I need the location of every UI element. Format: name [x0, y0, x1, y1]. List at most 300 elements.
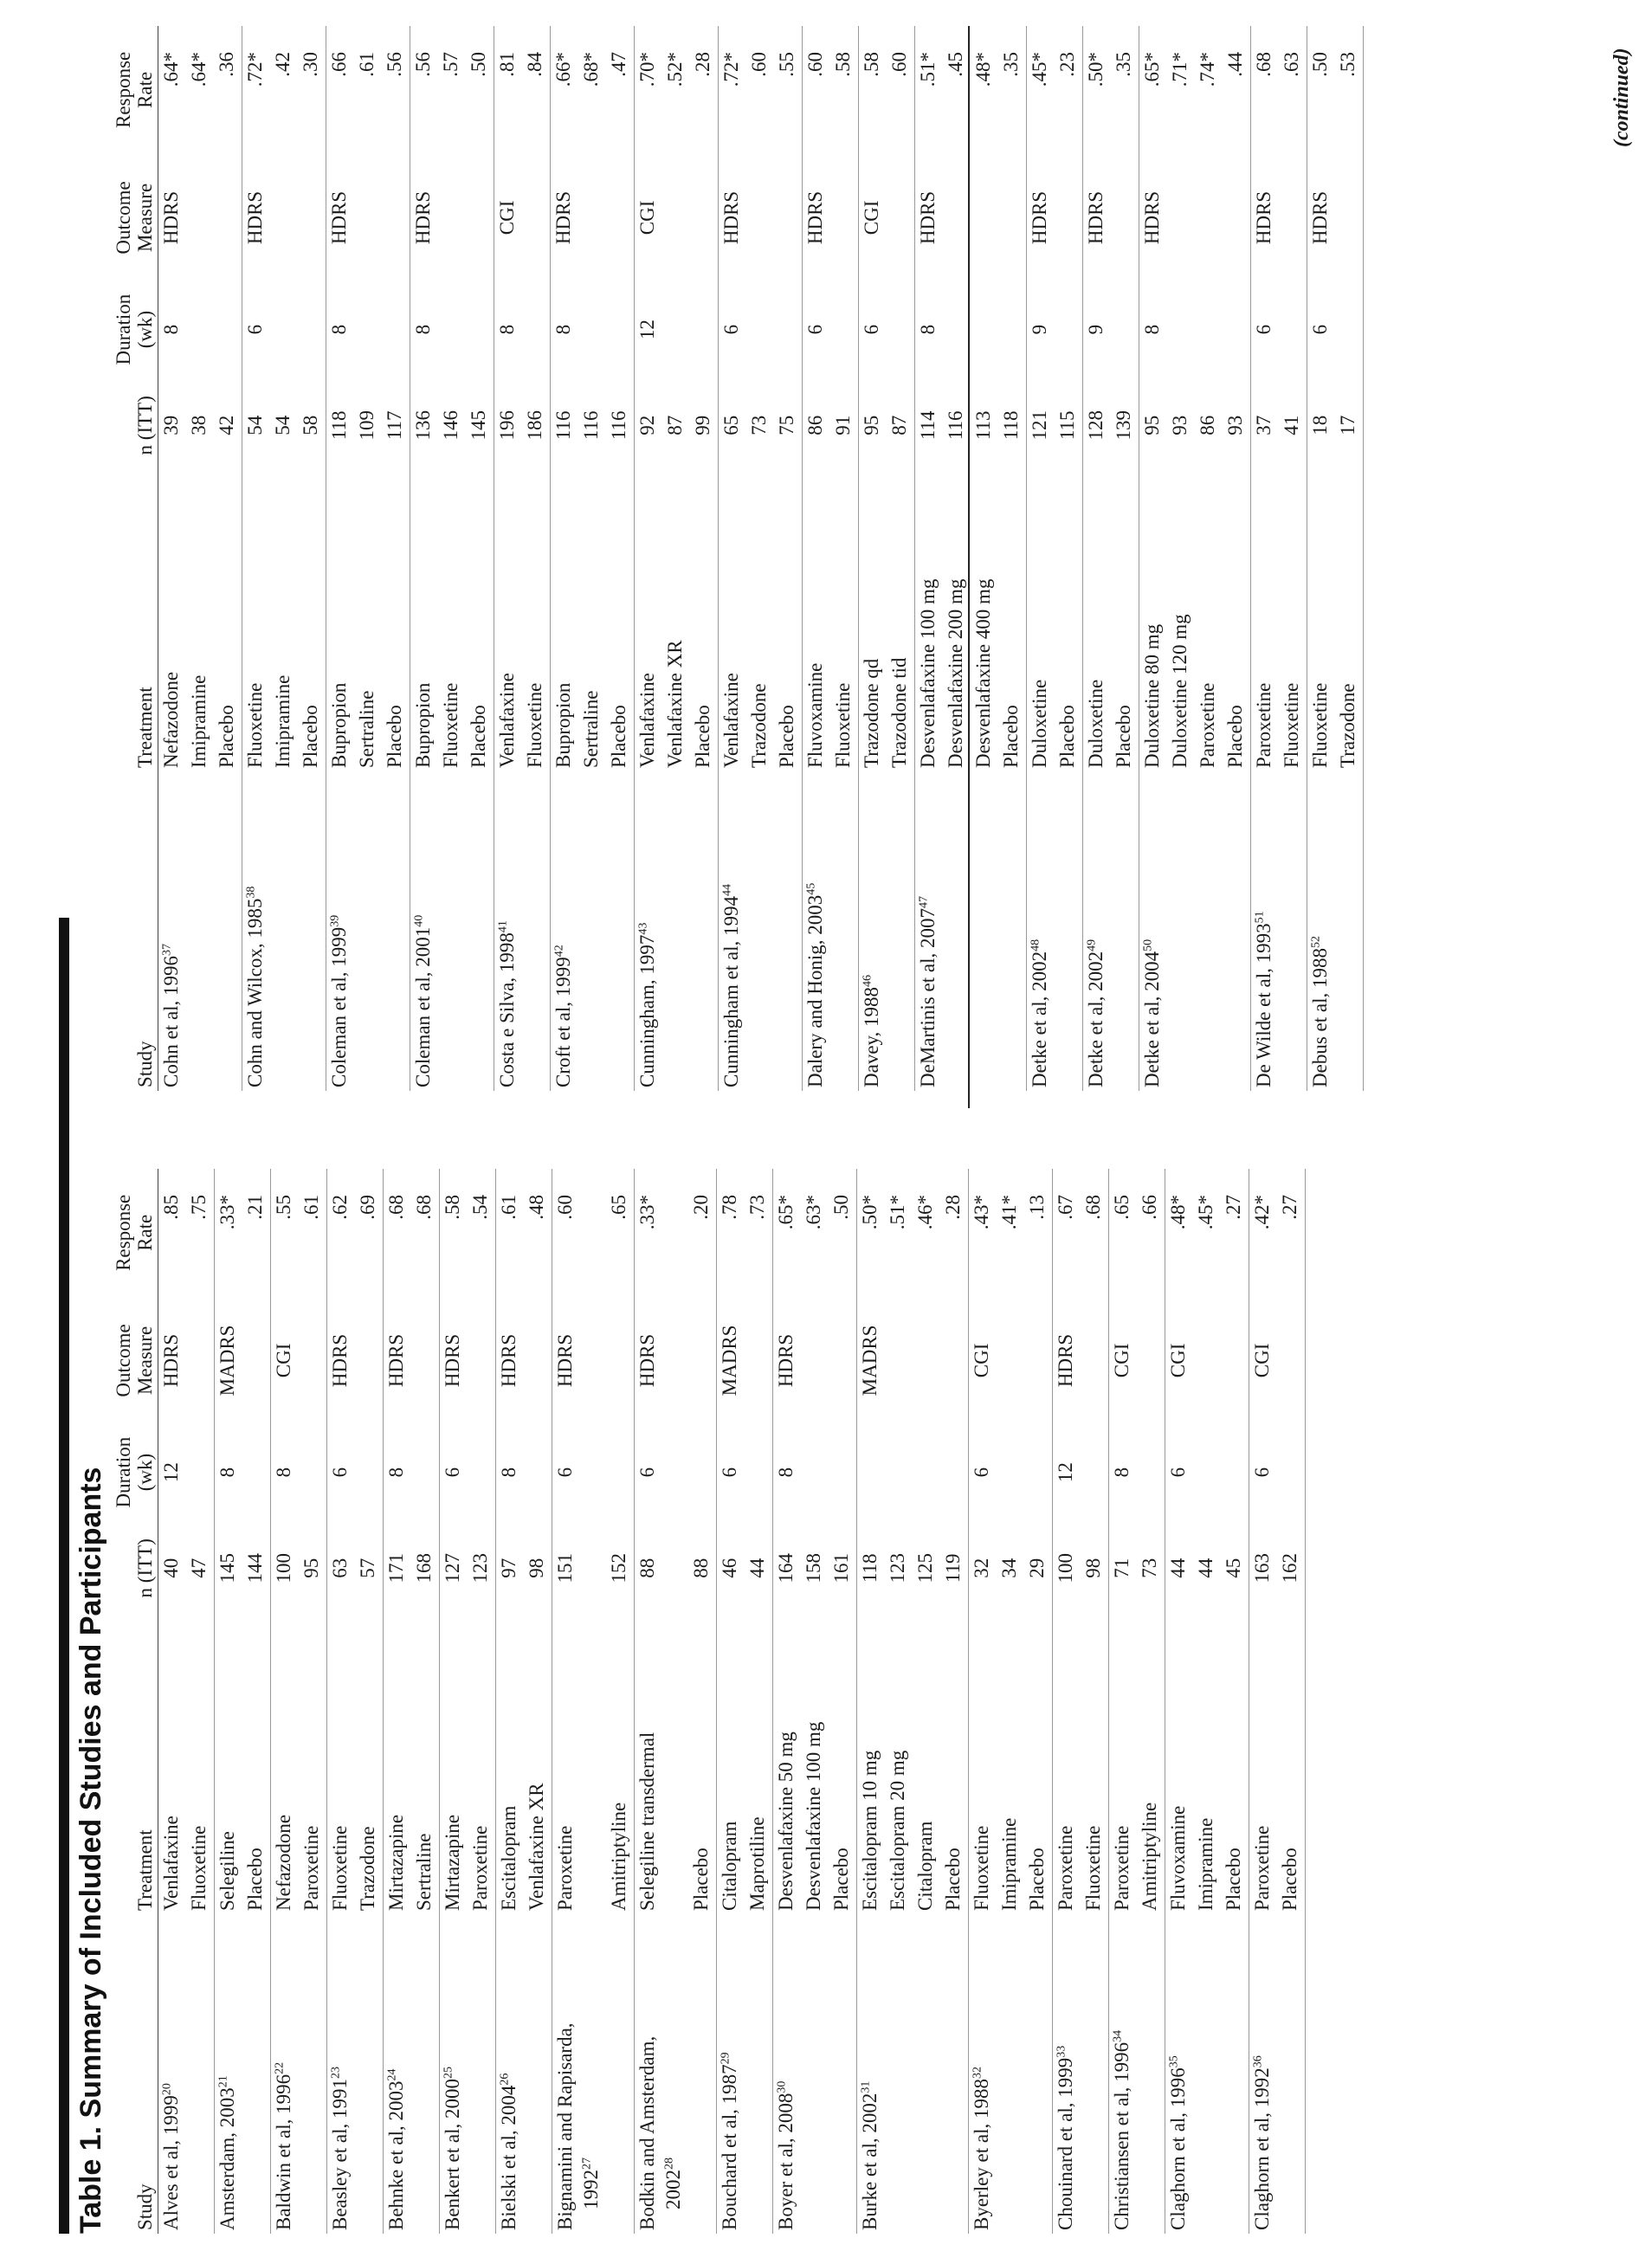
duration-cell: 8 — [496, 324, 518, 335]
treatment-cell: Mirtazapine — [385, 1814, 407, 1911]
outcome-measure-cell — [298, 154, 326, 282]
response-rate-cell: .66 — [1137, 1169, 1165, 1297]
study-name: Cohn and Wilcox, 1985$^{38}$ — [244, 886, 266, 1087]
study-name: Behnke et al, 2003$^{24}$ — [385, 2068, 407, 2230]
outcome-measure-cell — [830, 154, 859, 282]
duration-cell: 8 — [917, 324, 939, 335]
study-cell — [913, 1914, 940, 2234]
duration-cell — [662, 281, 690, 377]
treatment-cell: Fluoxetine — [971, 1825, 992, 1911]
response-rate-cell: .68 — [1253, 52, 1274, 77]
n-itt-cell: 100 — [273, 1553, 294, 1583]
study-cell — [774, 771, 803, 1091]
reference-number: 27 — [580, 2157, 594, 2170]
study-cell — [635, 771, 663, 1091]
study-cell — [1193, 1914, 1221, 2234]
n-itt-cell: 196 — [496, 410, 518, 441]
study-cell — [1053, 1914, 1081, 2234]
n-itt-cell: 121 — [1029, 410, 1050, 441]
study-name: Dalery and Honig, 2003$^{45}$ — [804, 882, 826, 1087]
response-rate-cell: .65* — [775, 1195, 797, 1230]
duration-cell — [522, 281, 551, 377]
study-cell — [887, 771, 915, 1091]
study-name: Bignamini and Rapisarda, — [554, 2022, 576, 2230]
table-row — [522, 26, 551, 1091]
response-rate-cell: .13 — [1024, 1169, 1053, 1297]
outcome-measure-cell — [997, 1297, 1024, 1425]
outcome-measure-cell — [186, 1297, 215, 1425]
treatment-cell: Placebo — [1111, 474, 1139, 771]
col-header-outcome: Outcome Measure — [113, 1297, 158, 1425]
duration-cell — [382, 281, 410, 377]
study-name: Detke et al, 2002$^{49}$ — [1085, 938, 1107, 1087]
response-rate-cell: .51* — [917, 52, 939, 87]
response-rate-cell: .71* — [1169, 52, 1191, 87]
duration-cell: 8 — [273, 1467, 294, 1478]
treatment-cell: Duloxetine 80 mg — [1141, 623, 1163, 768]
table-row — [1081, 1169, 1109, 2234]
treatment-cell: Fluoxetine — [186, 1616, 215, 1914]
n-itt-cell: 109 — [356, 410, 378, 441]
outcome-measure-cell — [411, 1297, 440, 1425]
reference-number: 45 — [804, 882, 818, 895]
response-rate-cell: .67 — [1055, 1195, 1076, 1220]
n-itt-cell: 116 — [945, 410, 966, 441]
outcome-measure-cell — [746, 154, 774, 282]
table-row — [1167, 26, 1195, 1091]
n-itt-cell: 29 — [1024, 1520, 1053, 1616]
duration-cell — [468, 1424, 496, 1520]
outcome-measure-cell — [688, 1297, 717, 1425]
study-cell — [915, 771, 944, 1091]
treatment-cell: Paroxetine — [1197, 682, 1218, 768]
reference-number: 39 — [328, 914, 342, 927]
table-row — [885, 1169, 913, 2234]
treatment-cell: Placebo — [298, 474, 326, 771]
outcome-measure-cell — [998, 154, 1027, 282]
outcome-measure-cell: HDRS — [775, 1333, 797, 1388]
n-itt-cell: 114 — [917, 410, 939, 441]
duration-cell — [270, 281, 298, 377]
table-row — [690, 26, 719, 1091]
outcome-measure-cell: CGI — [273, 1343, 294, 1378]
n-itt-cell: 54 — [244, 415, 266, 435]
outcome-measure-cell — [468, 1297, 496, 1425]
study-cell — [1109, 1914, 1138, 2234]
study-cell — [186, 1914, 215, 2234]
outcome-measure-cell — [242, 1297, 271, 1425]
response-rate-cell: .48 — [524, 1169, 552, 1297]
outcome-measure-cell — [943, 154, 971, 282]
duration-cell — [606, 1424, 635, 1520]
duration-cell — [578, 281, 606, 377]
outcome-measure-cell: HDRS — [244, 190, 266, 245]
study-cell — [271, 1914, 300, 2234]
treatment-cell: Bupropion — [552, 682, 574, 768]
outcome-measure-cell: CGI — [971, 1343, 992, 1378]
study-cell — [1335, 771, 1364, 1091]
duration-cell — [690, 281, 719, 377]
table-row — [688, 1169, 717, 2234]
studies-table-right — [113, 26, 1364, 1091]
study-cell — [857, 1914, 886, 2234]
treatment-cell: Paroxetine — [299, 1616, 327, 1914]
treatment-cell: Selegiline — [216, 1831, 238, 1911]
study-cell — [1249, 1914, 1278, 2234]
study-cell — [382, 771, 410, 1091]
study-name: Bodkin and Amsterdam, — [636, 2035, 658, 2230]
n-itt-cell: 98 — [1081, 1520, 1109, 1616]
duration-cell — [299, 1424, 327, 1520]
reference-number: 43 — [636, 922, 650, 935]
duration-cell: 8 — [1111, 1467, 1133, 1478]
study-cell — [524, 1914, 552, 2234]
response-rate-cell: .66* — [552, 52, 574, 87]
treatment-cell: Placebo — [998, 474, 1027, 771]
duration-cell — [1137, 1424, 1165, 1520]
response-rate-cell: .55 — [273, 1195, 294, 1220]
duration-cell — [1221, 1424, 1249, 1520]
col-header-treatment: Treatment — [113, 474, 158, 771]
reference-number: 40 — [412, 914, 426, 927]
table-row — [774, 26, 803, 1091]
response-rate-cell: .41* — [998, 1195, 1020, 1230]
treatment-cell: Paroxetine — [554, 1825, 576, 1911]
table-row — [1109, 1169, 1138, 2234]
table-body-right — [158, 26, 1364, 1091]
outcome-measure-cell — [1335, 154, 1364, 282]
duration-cell — [466, 281, 494, 377]
duration-cell: 6 — [442, 1467, 463, 1478]
study-name: Byerley et al, 1988$^{32}$ — [971, 2066, 992, 2230]
duration-cell — [774, 281, 803, 377]
table-row — [635, 1169, 689, 2234]
study-name: De Wilde et al, 1993$^{51}$ — [1253, 911, 1274, 1087]
response-rate-cell: .28 — [940, 1169, 969, 1297]
outcome-measure-cell: HDRS — [329, 1333, 351, 1388]
response-rate-cell: .33* — [636, 1195, 658, 1230]
outcome-measure-cell: MADRS — [719, 1325, 740, 1396]
reference-number: 31 — [859, 2080, 873, 2093]
duration-cell — [524, 1424, 552, 1520]
duration-cell: 12 — [160, 1462, 182, 1483]
table-row — [1024, 1169, 1053, 2234]
n-itt-cell: 38 — [188, 415, 210, 435]
reference-number: 37 — [160, 943, 174, 956]
treatment-cell: Venlafaxine — [636, 673, 658, 768]
study-cell — [1167, 771, 1195, 1091]
table-row — [242, 1169, 271, 2234]
n-itt-cell: 65 — [720, 415, 742, 435]
outcome-measure-cell: HDRS — [720, 190, 742, 245]
study-cell — [551, 771, 579, 1091]
treatment-cell: Fluoxetine — [1279, 474, 1307, 771]
reference-number: 48 — [1029, 938, 1042, 951]
outcome-measure-cell — [971, 154, 998, 282]
response-rate-cell: .64* — [188, 52, 210, 87]
n-itt-cell: 98 — [524, 1520, 552, 1616]
response-rate-cell: .27 — [1277, 1169, 1306, 1297]
n-itt-cell: 116 — [606, 377, 635, 474]
study-cell — [1307, 771, 1336, 1091]
table-row — [299, 1169, 327, 2234]
study-name: Detke et al, 2002$^{48}$ — [1029, 938, 1050, 1087]
table-row — [1277, 1169, 1306, 2234]
outcome-measure-cell: HDRS — [160, 1333, 182, 1388]
outcome-measure-cell: MADRS — [216, 1325, 238, 1396]
treatment-cell: Fluoxetine — [1309, 682, 1331, 768]
study-name: Davey, 1988$^{46}$ — [861, 974, 882, 1087]
n-itt-cell: 75 — [774, 377, 803, 474]
study-name: Amsterdam, 2003$^{21}$ — [216, 2075, 238, 2230]
n-itt-cell: 93 — [1169, 415, 1191, 435]
outcome-measure-cell: CGI — [1251, 1343, 1273, 1378]
duration-cell — [940, 1424, 969, 1520]
table-row — [635, 26, 663, 1091]
study-name: Baldwin et al, 1996$^{22}$ — [273, 2061, 294, 2230]
n-itt-cell: 144 — [242, 1520, 271, 1616]
table-row — [354, 26, 382, 1091]
duration-cell — [1223, 281, 1251, 377]
study-cell — [242, 771, 271, 1091]
response-rate-cell: .68 — [385, 1195, 407, 1220]
table-row — [997, 1169, 1024, 2234]
study-cell — [270, 771, 298, 1091]
study-name: DeMartinis et al, 2007$^{47}$ — [917, 896, 939, 1087]
duration-cell — [1193, 1424, 1221, 1520]
study-cell — [997, 1914, 1024, 2234]
n-itt-cell: 118 — [859, 1553, 881, 1583]
study-cell — [885, 1914, 913, 2234]
table-row — [915, 26, 944, 1091]
treatment-cell: Bupropion — [412, 682, 434, 768]
header-row — [113, 1169, 158, 2234]
n-itt-cell: 87 — [887, 377, 915, 474]
response-rate-cell: .63 — [1279, 26, 1307, 154]
study-cell — [690, 771, 719, 1091]
reference-number: 28 — [662, 2157, 676, 2170]
duration-cell — [1111, 281, 1139, 377]
table-row — [215, 1169, 243, 2234]
table-row — [578, 26, 606, 1091]
n-itt-cell: 123 — [468, 1520, 496, 1616]
outcome-measure-cell — [774, 154, 803, 282]
study-cell — [606, 771, 635, 1091]
table-row — [719, 26, 747, 1091]
outcome-measure-cell — [690, 154, 719, 282]
reference-number: 50 — [1141, 938, 1155, 951]
treatment-cell: Venlafaxine — [160, 1816, 182, 1911]
n-itt-cell: 128 — [1085, 410, 1107, 441]
response-rate-cell: .68 — [1081, 1169, 1109, 1297]
treatment-cell: Nefazodone — [160, 671, 182, 768]
n-itt-cell: 145 — [466, 377, 494, 474]
response-rate-cell: .84 — [522, 26, 551, 154]
response-rate-cell: .53 — [1335, 26, 1364, 154]
response-rate-cell: .57 — [440, 52, 461, 77]
duration-cell — [1335, 281, 1364, 377]
table-panel-left — [113, 1169, 1306, 2234]
treatment-cell: Imipramine — [998, 1817, 1020, 1911]
treatment-cell: Desvenlafaxine 200 mg — [945, 578, 966, 768]
col-header-n: n (ITT) — [113, 1520, 158, 1616]
table-row — [1251, 26, 1280, 1091]
outcome-measure-cell: CGI — [861, 200, 882, 235]
study-name: Christiansen et al, 1996$^{34}$ — [1111, 2029, 1133, 2230]
treatment-cell: Sertraline — [580, 690, 602, 768]
n-itt-cell: 45 — [1221, 1520, 1249, 1616]
outcome-measure-cell — [801, 1297, 829, 1425]
outcome-measure-cell — [214, 154, 242, 282]
study-name: 2002$^{28}$ — [662, 2157, 684, 2209]
n-itt-cell: 186 — [522, 377, 551, 474]
study-cell — [411, 1914, 440, 2234]
table-body-left — [158, 1169, 1306, 2234]
study-cell — [801, 1914, 829, 2234]
treatment-cell: Selegiline transdermal — [636, 1732, 658, 1911]
table-row — [214, 26, 242, 1091]
outcome-measure-cell — [606, 1297, 635, 1425]
outcome-measure-cell — [524, 1297, 552, 1425]
treatment-cell: Placebo — [382, 474, 410, 771]
table-row — [186, 1169, 215, 2234]
duration-cell — [997, 1424, 1024, 1520]
reference-number: 52 — [1309, 936, 1323, 949]
outcome-measure-cell: HDRS — [385, 1333, 407, 1388]
outcome-measure-cell — [745, 1297, 773, 1425]
outcome-measure-cell — [885, 1297, 913, 1425]
response-rate-cell: .35 — [998, 26, 1027, 154]
outcome-measure-cell: HDRS — [498, 1333, 519, 1388]
table-row — [1137, 1169, 1165, 2234]
study-cell — [1221, 1914, 1249, 2234]
n-itt-cell: 91 — [830, 377, 859, 474]
response-rate-cell: .60 — [804, 52, 826, 77]
reference-number: 30 — [775, 2080, 789, 2093]
table-row — [859, 26, 887, 1091]
table-row — [1279, 26, 1307, 1091]
duration-cell — [298, 281, 326, 377]
response-rate-cell: .50 — [466, 26, 494, 154]
table-row — [998, 26, 1027, 1091]
table-row — [158, 26, 187, 1091]
n-itt-cell: 54 — [272, 415, 294, 435]
n-itt-cell: 95 — [1141, 415, 1163, 435]
duration-cell — [354, 281, 382, 377]
outcome-measure-cell — [1277, 1297, 1306, 1425]
duration-cell: 6 — [1251, 1467, 1273, 1478]
table-row — [552, 1169, 607, 2234]
outcome-measure-cell — [522, 154, 551, 282]
treatment-cell: Fluvoxamine — [1167, 1805, 1189, 1911]
n-itt-cell: 95 — [299, 1520, 327, 1616]
study-name: Beasley et al, 1991$^{23}$ — [329, 2066, 351, 2230]
table-row — [943, 26, 971, 1091]
study-cell — [1165, 1914, 1194, 2234]
duration-cell — [1277, 1424, 1306, 1520]
outcome-measure-cell — [1193, 1297, 1221, 1425]
table-row — [803, 26, 831, 1091]
n-itt-cell: 93 — [1223, 377, 1251, 474]
treatment-cell: Paroxetine — [1055, 1825, 1076, 1911]
duration-cell: 6 — [329, 1467, 351, 1478]
duration-cell — [998, 281, 1027, 377]
duration-cell — [887, 281, 915, 377]
n-itt-cell: 116 — [552, 410, 574, 441]
table-row — [298, 26, 326, 1091]
table-panel-right — [113, 26, 1364, 1091]
treatment-cell: Escitalopram 20 mg — [887, 1750, 908, 1911]
response-rate-cell: .44 — [1223, 26, 1251, 154]
response-rate-cell: .73 — [745, 1169, 773, 1297]
study-cell — [998, 771, 1027, 1091]
n-itt-cell: 92 — [636, 415, 658, 435]
table-row — [1307, 26, 1336, 1091]
treatment-cell: Fluoxetine — [830, 474, 859, 771]
treatment-cell: Placebo — [242, 1616, 271, 1914]
duration-cell — [746, 281, 774, 377]
reference-number: 44 — [720, 883, 734, 896]
treatment-cell: Placebo — [1221, 1616, 1249, 1914]
outcome-measure-cell — [606, 154, 635, 282]
study-cell — [326, 771, 355, 1091]
reference-number: 36 — [1251, 2055, 1265, 2068]
duration-cell: 6 — [554, 1467, 576, 1478]
n-itt-cell: 164 — [775, 1553, 797, 1583]
n-itt-cell: 46 — [719, 1558, 740, 1578]
response-rate-cell: .75 — [186, 1169, 215, 1297]
table-row — [327, 1169, 356, 2234]
outcome-measure-cell — [1024, 1297, 1053, 1425]
study-cell — [943, 771, 971, 1091]
table-row — [1083, 26, 1112, 1091]
response-rate-cell: .54 — [468, 1169, 496, 1297]
n-itt-cell: 171 — [385, 1553, 407, 1583]
table-row — [662, 26, 690, 1091]
study-cell — [1137, 1914, 1165, 2234]
response-rate-cell: .58 — [861, 52, 882, 77]
outcome-measure-cell: HDRS — [412, 190, 434, 245]
duration-cell — [1195, 281, 1223, 377]
outcome-measure-cell — [355, 1297, 384, 1425]
n-itt-cell: 42 — [214, 377, 242, 474]
reference-number: 29 — [719, 2052, 732, 2065]
treatment-cell: Desvenlafaxine 100 mg — [917, 578, 939, 768]
duration-cell: 12 — [1055, 1462, 1076, 1483]
treatment-cell: Escitalopram 10 mg — [859, 1750, 881, 1911]
duration-cell — [186, 1424, 215, 1520]
duration-cell — [1081, 1424, 1109, 1520]
response-rate-cell: .60 — [554, 1195, 576, 1220]
table-row — [384, 1169, 412, 2234]
study-cell — [1195, 771, 1223, 1091]
duration-cell: 6 — [804, 324, 826, 335]
outcome-measure-cell — [466, 154, 494, 282]
table-row — [1195, 26, 1223, 1091]
response-rate-cell: .62 — [329, 1195, 351, 1220]
col-header-response: Response Rate — [113, 26, 158, 154]
duration-cell — [1279, 281, 1307, 377]
n-itt-cell: 34 — [998, 1558, 1020, 1578]
duration-cell — [913, 1424, 940, 1520]
response-rate-cell: .46* — [914, 1195, 936, 1230]
n-itt-cell: 37 — [1253, 415, 1274, 435]
treatment-cell: Fluoxetine — [244, 682, 266, 768]
treatment-cell: Duloxetine — [1085, 679, 1107, 768]
response-rate-cell: .51* — [887, 1195, 908, 1230]
study-cell — [1083, 771, 1112, 1091]
duration-cell — [411, 1424, 440, 1520]
